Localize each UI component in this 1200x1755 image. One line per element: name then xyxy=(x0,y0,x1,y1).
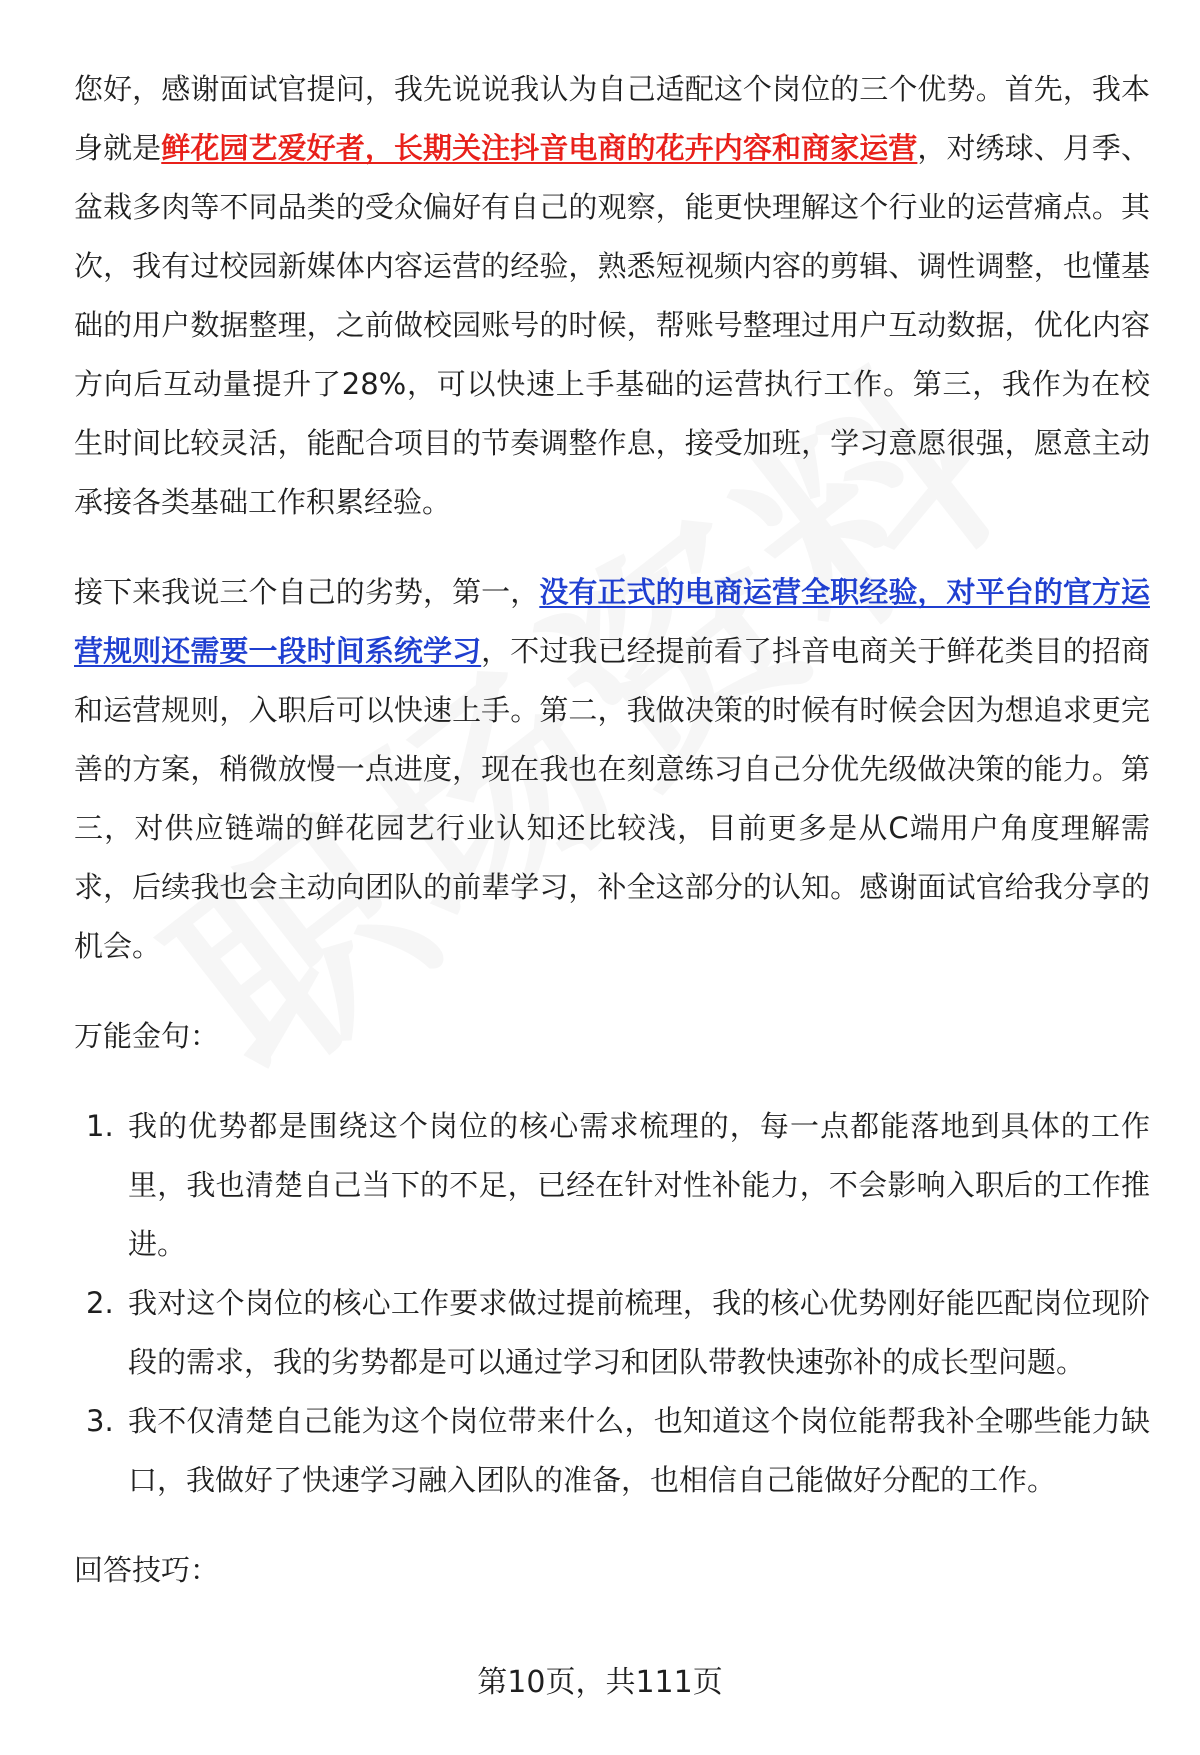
strengths-text-1: 您好，感谢面试官提问，我先说说我认为自己适配这个岗位的三个优势。首先，我本身就是 xyxy=(74,72,1150,165)
page-footer: 第10页，共111页 xyxy=(477,1665,723,1700)
list-item-text: 我的优势都是围绕这个岗位的核心需求梳理的，每一点都能落地到具体的工作里，我也清楚自己当下的不足，已经在针对性补能力，不会影响入职后的工作推进。 xyxy=(128,1109,1150,1261)
list-item xyxy=(74,1097,1150,1274)
list-number: 3. xyxy=(86,1404,114,1438)
list-item-text: 我对这个岗位的核心工作要求做过提前梳理，我的核心优势刚好能匹配岗位现阶段的需求，我的劣势都是可以通过学习和团队带教快速弥补的成长型问题。 xyxy=(128,1286,1150,1379)
golden-phrases-label: 万能金句： xyxy=(74,1019,220,1053)
strengths-text-2: ，对绣球、月季、盆栽多肉等不同品类的受众偏好有自己的观察，能更快理解这个行业的运营痛点。其次，我有过校园新媒体内容运营的经验，熟悉短视频内容的剪辑、调性调整，也懂基础的用户数据整理，之前做校园账号的时候，帮账号整理过用户互动数据，优化内容方向后互动量提升了28%，可以快速上手基础的运营执行工作。第三，我作为在校生时间比较灵活，能配合项目的节奏调整作息，接受加班，学习意愿很强，愿意主动承接各类基础工作积累经验。 xyxy=(74,131,1150,519)
list-number: 1. xyxy=(86,1109,114,1143)
weaknesses-highlight: 没有正式的电商运营全职经验，对平台的官方运营规则还需要一段时间系统学习 xyxy=(74,575,1150,668)
weaknesses-paragraph xyxy=(74,563,1150,976)
answer-tips-label: 回答技巧： xyxy=(74,1553,220,1587)
document-body xyxy=(74,60,1150,1631)
weaknesses-text-2: ，不过我已经提前看了抖音电商关于鲜花类目的招商和运营规则，入职后可以快速上手。第二，我做决策的时候有时候会因为想追求更完善的方案，稍微放慢一点进度，现在我也在刻意练习自己分优先级做决策的能力。第三，对供应链端的鲜花园艺行业认知还比较浅，目前更多是从C端用户角度理解需求，后续我也会主动向团队的前辈学习，补全这部分的认知。感谢面试官给我分享的机会。 xyxy=(74,634,1150,963)
list-item-text: 我不仅清楚自己能为这个岗位带来什么，也知道这个岗位能帮我补全哪些能力缺口，我做好了快速学习融入团队的准备，也相信自己能做好分配的工作。 xyxy=(128,1404,1150,1497)
golden-phrases-list xyxy=(74,1097,1150,1510)
list-item xyxy=(74,1392,1150,1510)
list-number: 2. xyxy=(86,1286,114,1320)
list-item xyxy=(74,1274,1150,1392)
weaknesses-text-1: 接下来我说三个自己的劣势，第一， xyxy=(74,575,540,609)
strengths-highlight: 鲜花园艺爱好者，长期关注抖音电商的花卉内容和商家运营 xyxy=(161,131,918,165)
strengths-paragraph xyxy=(74,60,1150,532)
